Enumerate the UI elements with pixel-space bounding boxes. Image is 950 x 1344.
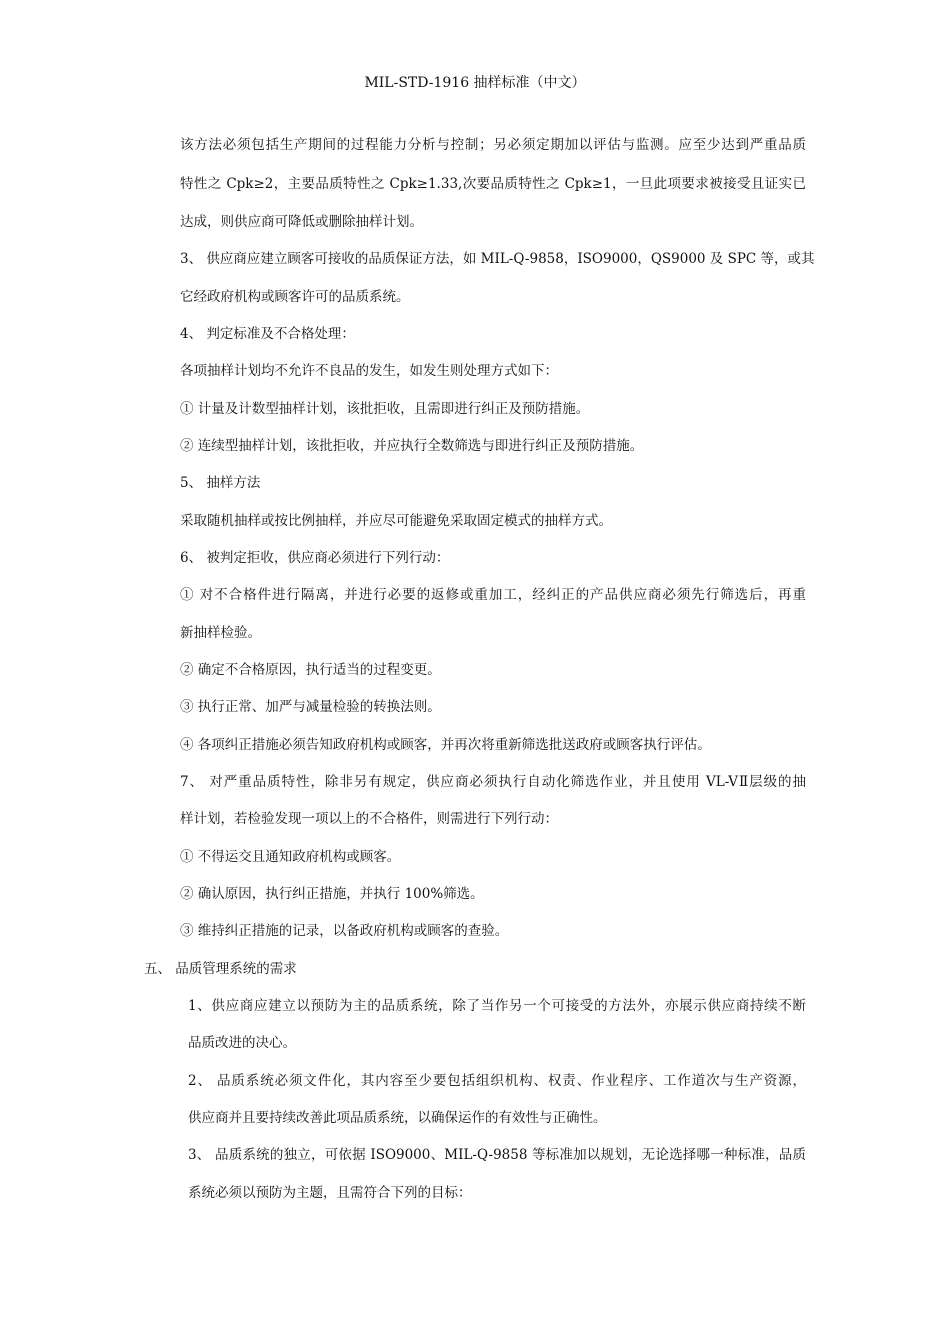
list-item: ② 连续型抽样计划，该批拒收，并应执行全数筛选与即进行纠正及预防措施。 (180, 438, 644, 454)
chapter-heading: 五、 品质管理系统的需求 (144, 961, 297, 977)
body-line: 该方法必须包括生产期间的过程能力分析与控制；另必须定期加以评估与监测。应至少达到严重品质 (180, 137, 806, 153)
body-line: 系统必须以预防为主题，且需符合下列的目标： (188, 1185, 472, 1201)
list-item: ② 确认原因，执行纠正措施，并执行 100%筛选。 (180, 886, 484, 902)
page-header-title: MIL-STD-1916 抽样标准（中文） (364, 75, 586, 91)
body-line: 3、 供应商应建立顾客可接收的品质保证方法，如 MIL-Q-9858，ISO9000，QS9000 及 SPC 等，或其 (180, 251, 815, 267)
section-heading: 4、 判定标准及不合格处理： (180, 326, 355, 342)
body-line: 1、供应商应建立以预防为主的品质系统，除了当作另一个可接受的方法外，亦展示供应商持续不断 (188, 998, 806, 1014)
list-item: ③ 维持纠正措施的记录，以备政府机构或顾客的查验。 (180, 923, 509, 939)
list-item: ① 计量及计数型抽样计划，该批拒收，且需即进行纠正及预防措施。 (180, 401, 590, 417)
body-line: 各项抽样计划均不允许不良品的发生，如发生则处理方式如下： (180, 363, 558, 379)
list-item: ③ 执行正常、加严与减量检验的转换法则。 (180, 699, 441, 715)
list-item: ① 对不合格件进行隔离，并进行必要的返修或重加工，经纠正的产品供应商必须先行筛选后，再重 (180, 587, 806, 603)
list-item: ① 不得运交且通知政府机构或顾客。 (180, 849, 401, 865)
list-item-continuation: 新抽样检验。 (180, 625, 261, 641)
body-line: 供应商并且要持续改善此项品质系统，以确保运作的有效性与正确性。 (188, 1110, 607, 1126)
body-line: 达成，则供应商可降低或删除抽样计划。 (180, 214, 423, 230)
body-line: 它经政府机构或顾客许可的品质系统。 (180, 289, 410, 305)
body-line: 特性之 Cpk≥2，主要品质特性之 Cpk≥1.33,次要品质特性之 Cpk≥1，一旦此项要求被接受且证实已 (180, 176, 806, 192)
body-line: 3、 品质系统的独立，可依据 ISO9000、MIL-Q-9858 等标准加以规划，无论选择哪一种标准，品质 (188, 1147, 806, 1163)
body-line: 品质改进的决心。 (188, 1035, 296, 1051)
section-heading: 6、 被判定拒收，供应商必须进行下列行动： (180, 550, 450, 566)
list-item: ② 确定不合格原因，执行适当的过程变更。 (180, 662, 441, 678)
body-line: 样计划，若检验发现一项以上的不合格件，则需进行下列行动： (180, 811, 558, 827)
section-heading: 5、 抽样方法 (180, 475, 261, 491)
body-line: 采取随机抽样或按比例抽样，并应尽可能避免采取固定模式的抽样方式。 (180, 513, 612, 529)
section-heading: 7、 对严重品质特性，除非另有规定，供应商必须执行自动化筛选作业，并且使用 VL-VⅡ层级的抽 (180, 774, 806, 790)
body-line: 2、 品质系统必须文件化，其内容至少要包括组织机构、权责、作业程序、工作道次与生产资源， (188, 1073, 806, 1089)
list-item: ④ 各项纠正措施必须告知政府机构或顾客，并再次将重新筛选批送政府或顾客执行评估。 (180, 737, 711, 753)
